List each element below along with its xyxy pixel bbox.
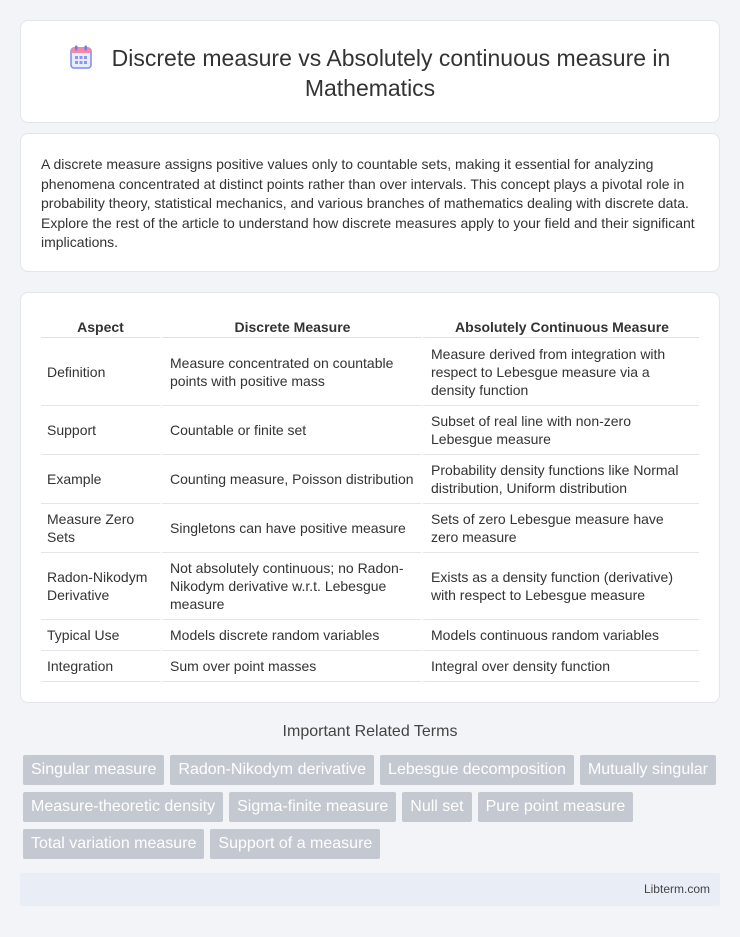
- related-tag[interactable]: Mutually singular: [580, 755, 716, 785]
- related-tag[interactable]: Lebesgue decomposition: [380, 755, 574, 785]
- page-title-row: [21, 43, 719, 103]
- cell-continuous: Exists as a density function (derivative) with respect to Lebesgue measure: [421, 553, 699, 620]
- footer-bar: [20, 873, 720, 906]
- table-header-row: [41, 316, 699, 338]
- related-terms-title: Important Related Terms: [282, 723, 458, 740]
- table-row: [41, 406, 699, 455]
- intro-paragraph: A discrete measure assigns positive values only to countable sets, making it essential for analyzing phenomena concentrated at distinct points rather than over intervals. This concept plays a pivotal role in probability theory, statistical mechanics, and various branches of mathematics dealing with discrete data. Explore the rest of the article to understand how discrete measures apply to your field and their significant implications.: [41, 156, 695, 250]
- related-tag[interactable]: Null set: [402, 792, 471, 822]
- cell-discrete: Measure concentrated on countable points with positive mass: [160, 338, 421, 406]
- cell-discrete: Singletons can have positive measure: [160, 504, 421, 553]
- cell-continuous: Sets of zero Lebesgue measure have zero measure: [421, 504, 699, 553]
- cell-continuous: Integral over density function: [421, 651, 699, 682]
- cell-continuous: Probability density functions like Normal distribution, Uniform distribution: [421, 455, 699, 504]
- cell-aspect: Definition: [41, 338, 160, 406]
- comparison-table: [41, 316, 699, 682]
- cell-aspect: Radon-Nikodym Derivative: [41, 553, 160, 620]
- cell-aspect: Typical Use: [41, 620, 160, 651]
- related-tag[interactable]: Sigma-finite measure: [229, 792, 396, 822]
- cell-continuous: Subset of real line with non-zero Lebesgue measure: [421, 406, 699, 455]
- page-title: Discrete measure vs Absolutely continuous measure in Mathematics: [111, 45, 671, 101]
- cell-discrete: Counting measure, Poisson distribution: [160, 455, 421, 504]
- title-card: [20, 20, 720, 123]
- comparison-card: [20, 292, 720, 703]
- related-tag[interactable]: Total variation measure: [23, 829, 204, 859]
- cell-discrete: Countable or finite set: [160, 406, 421, 455]
- cell-continuous: Models continuous random variables: [421, 620, 699, 651]
- table-row: [41, 455, 699, 504]
- cell-aspect: Support: [41, 406, 160, 455]
- header-discrete: Discrete Measure: [160, 316, 421, 338]
- cell-aspect: Example: [41, 455, 160, 504]
- header-aspect: Aspect: [41, 316, 160, 338]
- table-row: [41, 553, 699, 620]
- related-tag[interactable]: Support of a measure: [210, 829, 380, 859]
- cell-aspect: Measure Zero Sets: [41, 504, 160, 553]
- cell-discrete: Models discrete random variables: [160, 620, 421, 651]
- table-row: [41, 651, 699, 682]
- related-tag[interactable]: Singular measure: [23, 755, 164, 785]
- related-tag[interactable]: Measure-theoretic density: [23, 792, 223, 822]
- related-tag[interactable]: Radon-Nikodym derivative: [170, 755, 374, 785]
- table-row: [41, 504, 699, 553]
- header-continuous: Absolutely Continuous Measure: [421, 316, 699, 338]
- cell-discrete: Sum over point masses: [160, 651, 421, 682]
- related-terms-list: [23, 755, 723, 866]
- table-row: [41, 338, 699, 406]
- calendar-icon: [70, 45, 92, 69]
- intro-card: [20, 133, 720, 272]
- cell-discrete: Not absolutely continuous; no Radon-Nikodym derivative w.r.t. Lebesgue measure: [160, 553, 421, 620]
- footer-site-link[interactable]: Libterm.com: [643, 882, 710, 896]
- cell-continuous: Measure derived from integration with respect to Lebesgue measure via a density function: [421, 338, 699, 406]
- related-tag[interactable]: Pure point measure: [478, 792, 634, 822]
- cell-aspect: Integration: [41, 651, 160, 682]
- table-row: [41, 620, 699, 651]
